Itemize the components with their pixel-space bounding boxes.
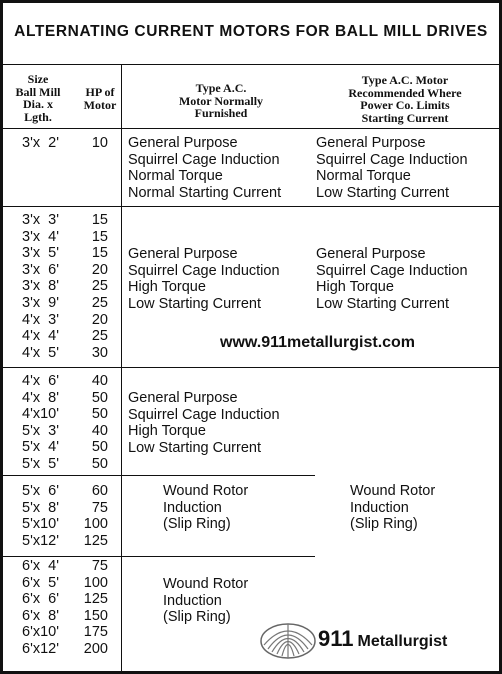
group-1-normal: General Purpose Squirrel Cage Induction Normal Torque Normal Starting Current <box>128 135 282 201</box>
watermark-url: www.911metallurgist.com <box>220 334 416 351</box>
shell-logo-icon <box>258 615 318 659</box>
group-5-sizes: 6'x 4' 6'x 5' 6'x 6' 6'x 8' 6'x10' 6'x12' <box>22 558 59 657</box>
column-divider <box>121 64 122 671</box>
group-1-rule <box>3 206 499 207</box>
brand-number: 911 <box>318 626 354 651</box>
group-3-sizes: 4'x 6' 4'x 8' 4'x10' 5'x 3' 5'x 4' 5'x 5' <box>22 373 59 472</box>
group-5-normal: Wound Rotor Induction (Slip Ring) <box>163 576 249 626</box>
group-2-sizes: 3'x 3' 3'x 4' 3'x 5' 3'x 6' 3'x 8' 3'x 9' 4'x 3' 4'x 4' 4'x 5' <box>22 212 59 361</box>
header-normal: Type A.C. Motor Normally Furnished <box>178 81 264 120</box>
brand-word: Metallurgist <box>357 633 448 650</box>
group-4-rule <box>3 556 315 557</box>
group-5-hp: 75 100 125 150 175 200 <box>83 558 108 657</box>
group-3-rule <box>3 475 315 476</box>
group-2-hp: 15 15 15 20 25 25 20 25 30 <box>91 212 108 361</box>
group-1-hp: 10 <box>91 135 108 151</box>
group-2-limits: General Purpose Squirrel Cage Induction High Torque Low Starting Current <box>316 246 468 312</box>
group-2-normal: General Purpose Squirrel Cage Induction High Torque Low Starting Current <box>128 246 280 312</box>
group-2-rule <box>3 367 499 368</box>
group-4-hp: 60 75 100 125 <box>83 483 108 549</box>
group-4-normal: Wound Rotor Induction (Slip Ring) <box>163 483 249 533</box>
header-hp: HP of Motor <box>83 85 117 112</box>
group-4-sizes: 5'x 6' 5'x 8' 5'x10' 5'x12' <box>22 483 59 549</box>
group-1-limits: General Purpose Squirrel Cage Induction Normal Torque Low Starting Current <box>316 135 468 201</box>
header-size: Size Ball Mill Dia. x Lgth. <box>15 72 61 124</box>
header-rule <box>3 128 499 129</box>
brand-name <box>318 626 447 652</box>
header-limits: Type A.C. Motor Recommended Where Power Co. Limits Starting Current <box>348 73 462 125</box>
group-3-normal: General Purpose Squirrel Cage Induction High Torque Low Starting Current <box>128 390 280 456</box>
group-3-hp: 40 50 50 40 50 50 <box>91 373 108 472</box>
large-mills-limits: Wound Rotor Induction (Slip Ring) <box>350 483 436 533</box>
group-1-sizes: 3'x 2' <box>22 135 59 151</box>
title-rule <box>3 64 499 65</box>
table-title: ALTERNATING CURRENT MOTORS FOR BALL MILL DRIVES <box>14 23 488 40</box>
